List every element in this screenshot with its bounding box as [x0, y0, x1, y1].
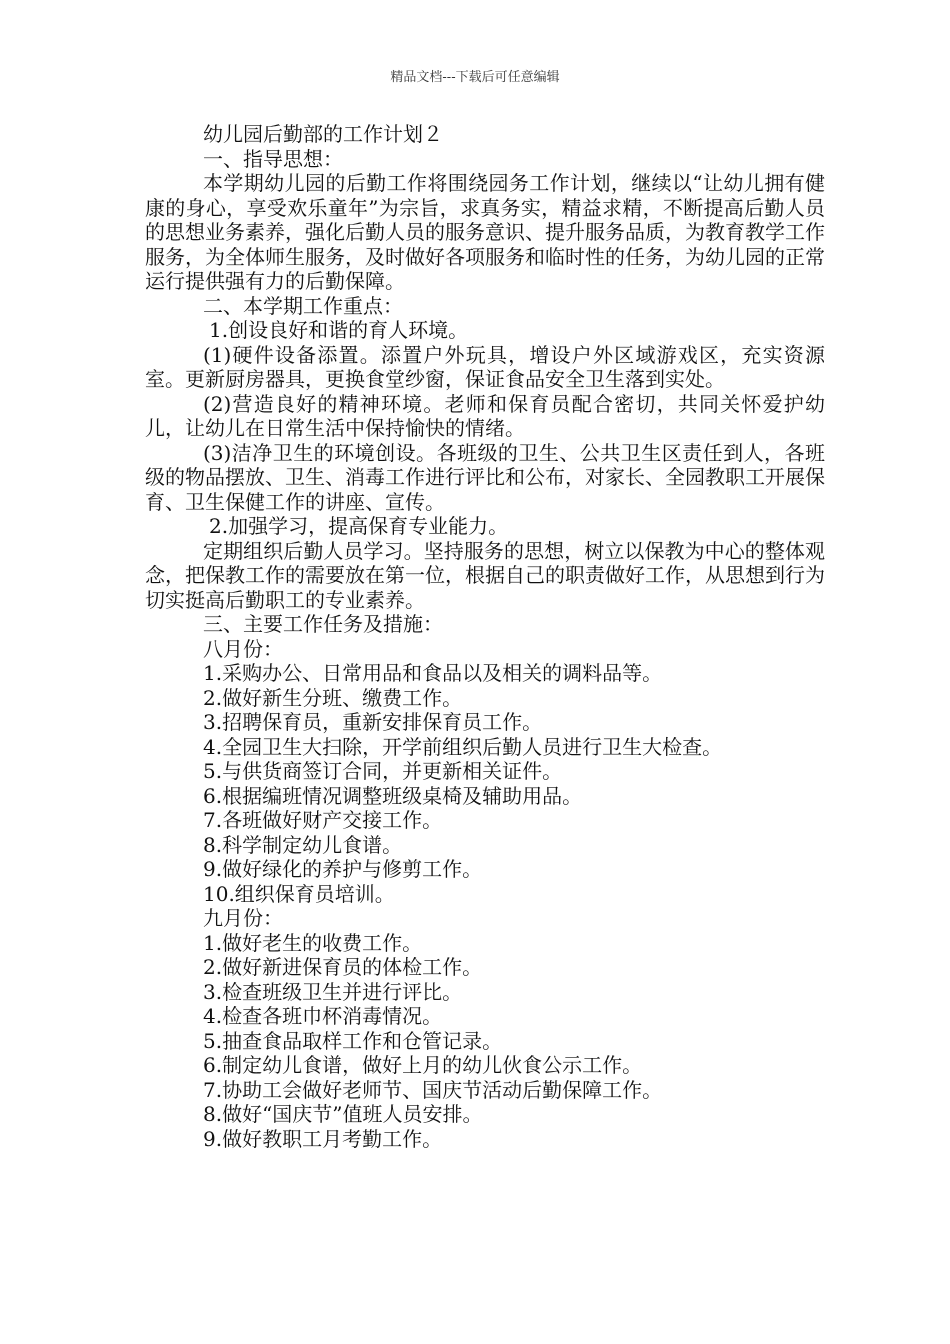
list-item: 7.协助工会做好老师节、国庆节活动后勤保障工作。	[203, 1077, 663, 1102]
focus-item-2: 2.加强学习，提高保育专业能力。	[209, 514, 509, 538]
list-item: 3.检查班级卫生并进行评比。	[203, 979, 463, 1004]
sub-item-1: (1)硬件设备添置。添置户外玩具，增设户外区域游戏区，充实资源室。更新厨房器具，更换食堂纱窗，保证食品安全卫生落到实处。	[145, 342, 825, 391]
august-label: 八月份：	[203, 636, 283, 661]
section-heading-3: 三、主要工作任务及措施：	[203, 612, 443, 636]
list-item: 1.做好老生的收费工作。	[203, 930, 423, 955]
list-item: 1.采购办公、日常用品和食品以及相关的调料品等。	[203, 661, 663, 685]
list-item: 10.组织保育员培训。	[203, 881, 395, 906]
september-list	[145, 931, 825, 1152]
list-item: 9.做好绿化的养护与修剪工作。	[203, 857, 483, 881]
section-heading-1: 一、指导思想：	[203, 146, 343, 171]
list-item: 6.制定幼儿食谱，做好上月的幼儿伙食公示工作。	[203, 1053, 643, 1077]
paragraph-training: 定期组织后勤人员学习。坚持服务的思想，树立以保教为中心的整体观念，把保教工作的需要放在第一位，根据自己的职责做好工作，从思想到行为切实挺高后勤职工的专业素养。	[145, 538, 825, 612]
list-item: 4.全园卫生大扫除，开学前组织后勤人员进行卫生大检查。	[203, 734, 723, 759]
list-item: 5.与供货商签订合同，并更新相关证件。	[203, 759, 563, 783]
august-list	[145, 661, 825, 906]
document-body	[145, 122, 825, 1151]
list-item: 3.招聘保育员，重新安排保育员工作。	[203, 710, 543, 734]
page-header: 精品文档---下载后可任意编辑	[390, 70, 560, 85]
section-heading-2: 二、本学期工作重点：	[203, 293, 403, 318]
focus-item-1: 1.创设良好和谐的育人环境。	[209, 318, 469, 342]
paragraph-guiding-ideology: 本学期幼儿园的后勤工作将围绕园务工作计划，继续以“让幼儿拥有健康的身心，享受欢乐童年”为宗旨，求真务实，精益求精，不断提高后勤人员的思想业务素养，强化后勤人员的服务意识、提升服务品质，为教育教学工作服务，为全体师生服务，及时做好各项服务和临时性的任务，为幼儿园的正常运行提供强有力的后勤保障。	[145, 171, 825, 293]
document-title: 幼儿园后勤部的工作计划２	[203, 122, 443, 146]
list-item: 8.科学制定幼儿食谱。	[203, 832, 403, 857]
list-item: 8.做好“国庆节”值班人员安排。	[203, 1102, 483, 1126]
september-label: 九月份：	[203, 906, 283, 930]
sub-item-3: (3)洁净卫生的环境创设。各班级的卫生、公共卫生区责任到人，各班级的物品摆放、卫生、消毒工作进行评比和公布，对家长、全园教职工开展保育、卫生保健工作的讲座、宣传。	[145, 440, 825, 514]
list-item: 9.做好教职工月考勤工作。	[203, 1126, 443, 1151]
list-item: 5.抽查食品取样工作和仓管记录。	[203, 1028, 503, 1053]
list-item: 2.做好新生分班、缴费工作。	[203, 685, 463, 710]
list-item: 4.检查各班巾杯消毒情况。	[203, 1004, 443, 1028]
list-item: 2.做好新进保育员的体检工作。	[203, 955, 483, 979]
list-item: 7.各班做好财产交接工作。	[203, 808, 443, 832]
list-item: 6.根据编班情况调整班级桌椅及辅助用品。	[203, 783, 583, 808]
sub-item-2: (2)营造良好的精神环境。老师和保育员配合密切，共同关怀爱护幼儿，让幼儿在日常生活中保持愉快的情绪。	[145, 391, 825, 440]
